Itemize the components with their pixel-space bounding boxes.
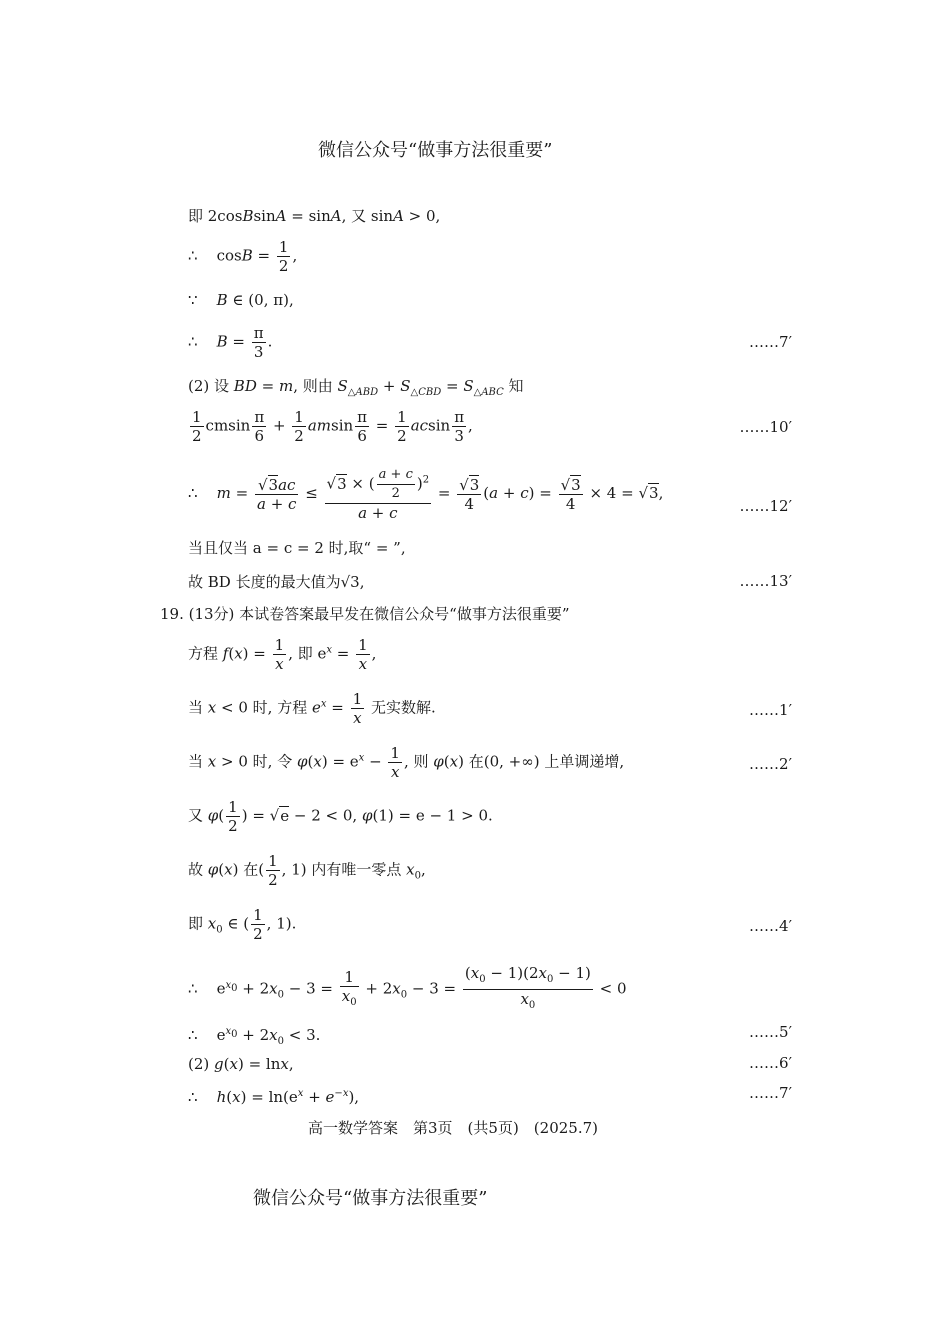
score-mark: ……4′ — [749, 917, 792, 935]
score-mark: ……6′ — [749, 1054, 792, 1072]
watermark-top: 微信公众号“做事方法很重要” — [318, 140, 553, 161]
line-x-pos: 当 x > 0 时, 令 $\varphi(x) = e^x$ − $\frac{1}{x}$ , 则 φ(x) 在(0, +∞) 上单调递增, — [188, 744, 625, 781]
q19-header: 19. (13分) 本试卷答案最早发在微信公众号“做事方法很重要” — [160, 605, 570, 623]
line-ineq: ∴ $e^{x_0} + 2x_0 - 3$ = $\frac{1}{x_0}$ + $2x_0 - 3$ = $\frac{(x_0 - 1)(2x_0 - 1)}{x_0}$ < 0 — [188, 964, 627, 1011]
score-mark: ……7′ — [749, 1084, 792, 1102]
line-b-range: ∵ B ∈ (0, π), — [188, 291, 294, 309]
line-part2: (2) 设 BD = m, 则由 $S_{\triangle ABD} + S_{\triangle CBD} = S_{\triangle ABC}$ 知 — [188, 377, 524, 398]
line-equation: 方程 f(x) = $\frac{1}{x}$ , 即 $e^x$ = $\frac{1}{x}$ , — [188, 636, 377, 673]
line-b-value: ∴ B = $\frac{\pi}{3}$ . — [188, 324, 273, 361]
score-mark: ……7′ — [749, 333, 792, 351]
line-area-eq: $\frac{1}{2}$ cmsin $\frac{\pi}{6}$ + $\frac{1}{2}$ amsin $\frac{\pi}{6}$ = $\frac{1}{2}$ acsin $\frac{\pi}{3}$ , — [192, 408, 473, 445]
page-footer: 高一数学答案 第3页 (共5页) (2025.7) — [308, 1119, 598, 1137]
score-mark: ……1′ — [749, 701, 792, 719]
line-max-bd: 故 BD 长度的最大值为√3, — [188, 573, 365, 591]
line-zero: 故 φ(x) 在( $\frac{1}{2}$ , 1) 内有唯一零点 $x_0$, — [188, 852, 426, 889]
score-mark: ……5′ — [749, 1023, 792, 1041]
score-mark: ……12′ — [739, 497, 792, 515]
watermark-bottom: 微信公众号“做事方法很重要” — [253, 1188, 488, 1209]
score-mark: ……2′ — [749, 755, 792, 773]
line-x0-range: 即 $x_0$ ∈ ( $\frac{1}{2}$ , 1). — [188, 906, 297, 943]
line-g: (2) g(x) = lnx, — [188, 1055, 294, 1073]
line-h: ∴ $h(x) = \ln(e^x + e^{-x})$, — [188, 1088, 360, 1106]
line-cosb: ∴ cosB = $\frac{1}{2}$ , — [188, 238, 298, 275]
line-x-neg: 当 x < 0 时, 方程 $e^x$ = $\frac{1}{x}$ 无实数解. — [188, 690, 436, 727]
line-result: ∴ $e^{x_0} + 2x_0 < 3$. — [188, 1026, 321, 1047]
line-equal-cond: 当且仅当 a = c = 2 时,取“ = ”, — [188, 539, 406, 557]
line-m-bound: ∴ m = $\frac{√3ac}{a + c}$ ≤ √3 × ( $\frac{a + c}{2}$ )$^2$ a + c = $\frac{√3}{4}$ (a + c) = $\frac{√3}{4}$ × 4 = √3, — [188, 467, 664, 522]
line-sina: 即 2cosBsinA = sinA, 又 sinA > 0, — [188, 207, 441, 225]
score-mark: ……13′ — [739, 572, 792, 590]
line-phi-values: 又 φ( $\frac{1}{2}$ ) = √e − 2 < 0, φ(1) = e − 1 > 0. — [188, 798, 493, 835]
score-mark: ……10′ — [739, 418, 792, 436]
